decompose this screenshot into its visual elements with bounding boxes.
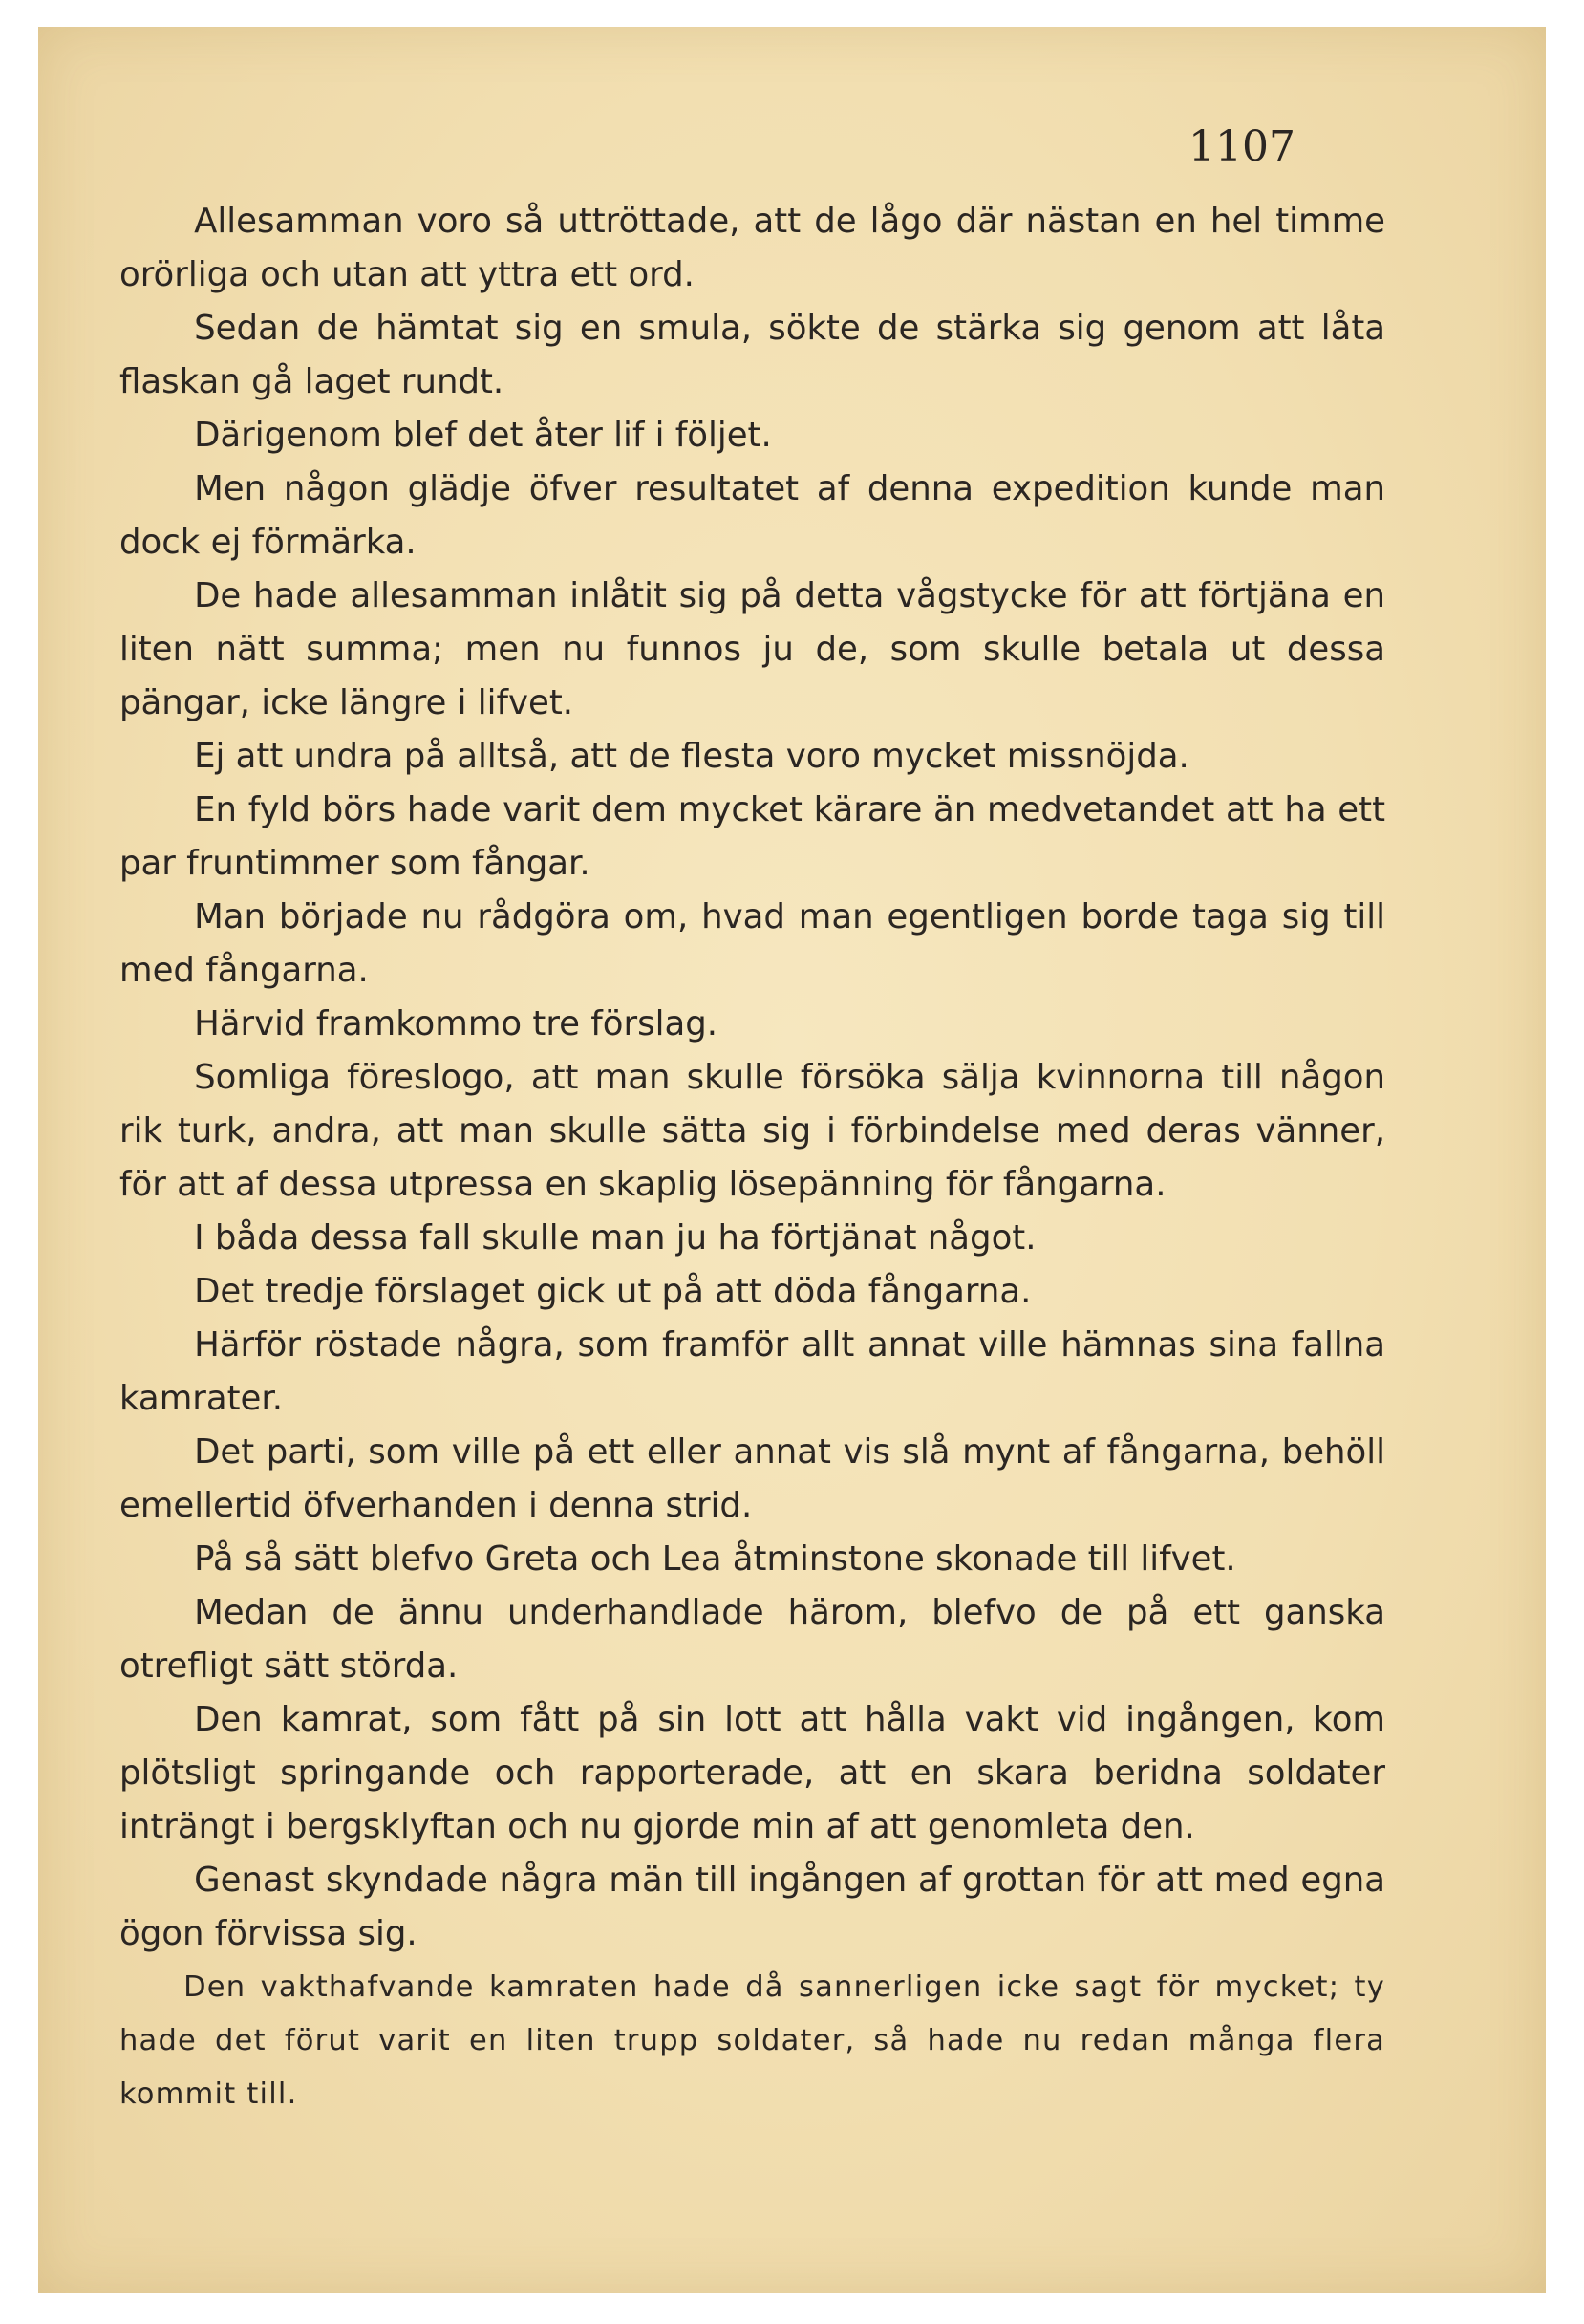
paragraph: Ej att undra på alltså, att de flesta voro mycket missnöjda. (194, 737, 1189, 776)
paragraph: Därigenom blef det åter lif i följet. (194, 416, 772, 455)
paragraph: Somliga föreslogo, att man skulle försöka sälja kvinnorna till någon rik turk, andra, att man skulle sätta sig i förbindelse med deras vänner, för att af dessa utpressa en skaplig lösepänning för fångarna. (119, 1058, 1385, 1204)
paragraph: Men någon glädje öfver resultatet af denna expedition kunde man dock ej förmärka. (119, 469, 1385, 562)
page-number: 1107 (1188, 122, 1295, 171)
paragraph: Den kamrat, som fått på sin lott att hålla vakt vid ingången, kom plötsligt springande och rapporterade, att en skara beridna soldater inträngt i bergsklyftan och nu gjorde min af att genomleta den. (119, 1700, 1385, 1846)
paragraph: Den vakthafvande kamraten hade då sannerligen icke sagt för mycket; ty hade det förut varit en liten trupp soldater, så hade nu redan många flera kommit till. (119, 1970, 1385, 2111)
paragraph: Det parti, som ville på ett eller annat vis slå mynt af fångarna, behöll emellertid öfverhanden i denna strid. (119, 1432, 1385, 1525)
paragraph: Medan de ännu underhandlade härom, blefvo de på ett ganska otrefligt sätt störda. (119, 1593, 1385, 1686)
paragraph: Sedan de hämtat sig en smula, sökte de stärka sig genom att låta flaskan gå laget rundt. (119, 309, 1385, 401)
paragraph: En fyld börs hade varit dem mycket kärare än medvetandet att ha ett par fruntimmer som fångar. (119, 790, 1385, 883)
paragraph: Härför röstade några, som framför allt annat ville hämnas sina fallna kamrater. (119, 1325, 1385, 1418)
paragraph: Allesamman voro så uttröttade, att de lågo där nästan en hel timme orörliga och utan att yttra ett ord. (119, 202, 1385, 294)
body-text (119, 195, 1385, 2121)
paragraph: Man började nu rådgöra om, hvad man egentligen borde taga sig till med fångarna. (119, 897, 1385, 990)
paragraph: Genast skyndade några män till ingången af grottan för att med egna ögon förvissa sig. (119, 1861, 1385, 1953)
paragraph: Härvid framkommo tre förslag. (194, 1004, 718, 1044)
paragraph: I båda dessa fall skulle man ju ha förtjänat något. (194, 1218, 1037, 1258)
paragraph: Det tredje förslaget gick ut på att döda fångarna. (194, 1272, 1032, 1311)
book-page (38, 27, 1546, 2293)
paragraph: De hade allesamman inlåtit sig på detta vågstycke för att förtjäna en liten nätt summa; men nu funnos ju de, som skulle betala ut dessa pängar, icke längre i lifvet. (119, 576, 1385, 722)
paragraph: På så sätt blefvo Greta och Lea åtminstone skonade till lifvet. (194, 1539, 1236, 1579)
